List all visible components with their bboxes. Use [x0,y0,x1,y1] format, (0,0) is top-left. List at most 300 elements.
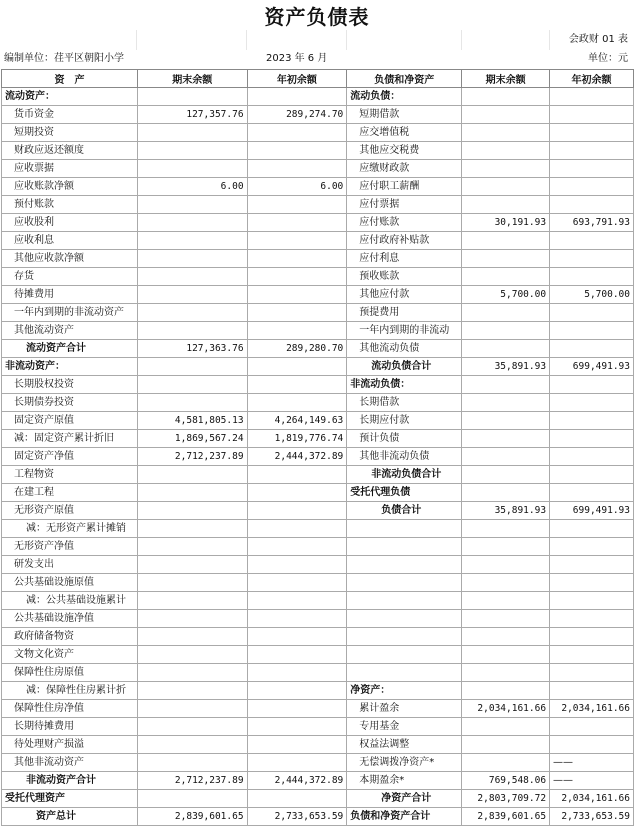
asset-item: 存货 [2,268,138,286]
asset-begin-balance [247,88,347,106]
liability-begin-balance: 693,791.93 [550,214,634,232]
liability-end-balance [462,88,550,106]
liability-item: 净资产合计 [347,790,462,808]
asset-begin-balance [247,718,347,736]
liability-item: 非流动负债合计 [347,466,462,484]
table-row [2,250,634,268]
table-row [2,772,634,790]
liability-end-balance [462,160,550,178]
table-row [2,628,634,646]
asset-end-balance [137,520,247,538]
asset-item: 固定资产原值 [2,412,138,430]
liability-item: 一年内到期的非流动 [347,322,462,340]
asset-end-balance [137,250,247,268]
asset-begin-balance: 1,819,776.74 [247,430,347,448]
asset-end-balance: 127,357.76 [137,106,247,124]
table-row [2,754,634,772]
liability-end-balance [462,448,550,466]
liability-begin-balance [550,196,634,214]
table-row [2,556,634,574]
liability-item: 应付票据 [347,196,462,214]
asset-item: 无形资产净值 [2,538,138,556]
liability-item [347,520,462,538]
asset-item: 应收账款净额 [2,178,138,196]
form-code: 会政财 01 表 [568,34,628,45]
liability-item: 权益法调整 [347,736,462,754]
table-row [2,376,634,394]
liability-end-balance [462,142,550,160]
asset-begin-balance [247,520,347,538]
asset-end-balance [137,124,247,142]
table-row [2,322,634,340]
asset-begin-balance: 2,444,372.89 [247,448,347,466]
liability-end-balance: 769,548.06 [462,772,550,790]
liability-item: 应付账款 [347,214,462,232]
asset-begin-balance [247,142,347,160]
asset-begin-balance [247,664,347,682]
asset-end-balance [137,214,247,232]
asset-begin-balance [247,394,347,412]
liability-item: 无偿调拨净资产* [347,754,462,772]
header-asset-end-balance: 期末余额 [137,70,247,88]
liability-end-balance: 2,839,601.65 [462,808,550,826]
liability-begin-balance [550,106,634,124]
asset-begin-balance [247,574,347,592]
liability-begin-balance: 2,034,161.66 [550,790,634,808]
asset-item: 减：固定资产累计折旧 [2,430,138,448]
asset-end-balance: 2,712,237.89 [137,772,247,790]
grid-line [461,30,462,50]
table-row [2,646,634,664]
liability-item: 其他非流动负债 [347,448,462,466]
table-row [2,736,634,754]
asset-item: 应收利息 [2,232,138,250]
asset-item: 保障性住房原值 [2,664,138,682]
table-row [2,808,634,826]
liability-end-balance [462,646,550,664]
asset-begin-balance: 4,264,149.63 [247,412,347,430]
liability-end-balance [462,538,550,556]
asset-item: 一年内到期的非流动资产 [2,304,138,322]
asset-item: 公共基础设施原值 [2,574,138,592]
asset-begin-balance [247,268,347,286]
asset-item: 长期股权投资 [2,376,138,394]
liability-begin-balance [550,304,634,322]
asset-end-balance [137,700,247,718]
asset-end-balance: 6.00 [137,178,247,196]
liability-end-balance: 2,034,161.66 [462,700,550,718]
table-row [2,700,634,718]
asset-end-balance [137,628,247,646]
asset-item: 其他流动资产 [2,322,138,340]
liability-end-balance [462,520,550,538]
asset-end-balance [137,610,247,628]
liability-item: 应缴财政款 [347,160,462,178]
asset-item: 减：保障性住房累计折 [2,682,138,700]
liability-begin-balance [550,142,634,160]
liability-item [347,628,462,646]
asset-begin-balance [247,556,347,574]
table-row [2,160,634,178]
liability-end-balance: 35,891.93 [462,358,550,376]
table-row [2,106,634,124]
asset-begin-balance [247,502,347,520]
header-liabilities-equity: 负债和净资产 [347,70,462,88]
grid-line [549,30,550,50]
asset-begin-balance [247,628,347,646]
asset-end-balance [137,718,247,736]
liability-end-balance: 2,803,709.72 [462,790,550,808]
table-row [2,682,634,700]
header-assets: 资 产 [2,70,138,88]
asset-item: 待处理财产损溢 [2,736,138,754]
asset-end-balance [137,646,247,664]
asset-begin-balance [247,232,347,250]
asset-begin-balance [247,700,347,718]
liability-begin-balance [550,268,634,286]
liability-end-balance [462,376,550,394]
liability-begin-balance [550,88,634,106]
liability-end-balance [462,556,550,574]
asset-item: 其他应收款净额 [2,250,138,268]
liability-item: 预提费用 [347,304,462,322]
liability-item: 预收账款 [347,268,462,286]
liability-end-balance: 30,191.93 [462,214,550,232]
table-row [2,304,634,322]
asset-begin-balance [247,646,347,664]
liability-begin-balance [550,574,634,592]
liability-begin-balance [550,376,634,394]
liability-begin-balance: 2,034,161.66 [550,700,634,718]
asset-item: 财政应返还额度 [2,142,138,160]
asset-begin-balance [247,358,347,376]
table-row [2,88,634,106]
asset-end-balance [137,304,247,322]
table-row [2,412,634,430]
liability-item: 专用基金 [347,718,462,736]
table-row [2,448,634,466]
liability-begin-balance [550,448,634,466]
asset-begin-balance: 2,733,653.59 [247,808,347,826]
liability-item: 累计盈余 [347,700,462,718]
liability-end-balance [462,250,550,268]
liability-item: 负债和净资产合计 [347,808,462,826]
liability-begin-balance [550,484,634,502]
liability-end-balance [462,268,550,286]
header-liab-end-balance: 期末余额 [462,70,550,88]
table-row [2,340,634,358]
asset-end-balance [137,484,247,502]
liability-end-balance [462,430,550,448]
liability-begin-balance [550,430,634,448]
liability-end-balance [462,664,550,682]
liability-begin-balance [550,664,634,682]
liability-item [347,556,462,574]
liability-end-balance [462,484,550,502]
asset-end-balance [137,322,247,340]
liability-item: 短期借款 [347,106,462,124]
asset-begin-balance [247,250,347,268]
table-row [2,124,634,142]
liability-item: 受托代理负债 [347,484,462,502]
currency-unit: 单位：元 [588,53,628,64]
asset-end-balance [137,232,247,250]
preparer-unit: 编制单位：荏平区朝阳小学 [4,53,124,64]
liability-item: 其他应交税费 [347,142,462,160]
asset-begin-balance [247,214,347,232]
liability-item: 其他流动负债 [347,340,462,358]
asset-end-balance [137,664,247,682]
asset-begin-balance [247,790,347,808]
liability-end-balance [462,754,550,772]
table-row [2,232,634,250]
liability-item: 长期借款 [347,394,462,412]
asset-end-balance [137,754,247,772]
liability-begin-balance [550,466,634,484]
table-row [2,286,634,304]
table-row [2,484,634,502]
grid-line [136,30,137,50]
asset-item: 工程物资 [2,466,138,484]
asset-end-balance [137,394,247,412]
asset-end-balance [137,286,247,304]
balance-sheet-table [1,69,634,826]
asset-item: 减：无形资产累计摊销 [2,520,138,538]
liability-begin-balance [550,322,634,340]
asset-begin-balance [247,754,347,772]
asset-begin-balance [247,682,347,700]
liability-begin-balance [550,178,634,196]
asset-begin-balance [247,466,347,484]
table-row [2,790,634,808]
liability-end-balance [462,394,550,412]
liability-begin-balance [550,556,634,574]
table-row [2,610,634,628]
asset-item: 预付账款 [2,196,138,214]
asset-item: 文物文化资产 [2,646,138,664]
grid-line [246,30,247,50]
liability-item [347,610,462,628]
asset-begin-balance [247,592,347,610]
asset-end-balance [137,196,247,214]
liability-item: 非流动负债： [347,376,462,394]
asset-end-balance [137,358,247,376]
liability-begin-balance [550,340,634,358]
asset-begin-balance [247,196,347,214]
asset-begin-balance: 289,280.70 [247,340,347,358]
liability-item: 应付政府补贴款 [347,232,462,250]
asset-item: 研发支出 [2,556,138,574]
asset-begin-balance [247,376,347,394]
asset-end-balance [137,682,247,700]
liability-begin-balance: 2,733,653.59 [550,808,634,826]
liability-begin-balance: —— [550,754,634,772]
liability-begin-balance [550,682,634,700]
liability-end-balance [462,466,550,484]
asset-end-balance [137,592,247,610]
asset-item: 非流动资产合计 [2,772,138,790]
liability-begin-balance [550,232,634,250]
asset-begin-balance [247,304,347,322]
liability-end-balance [462,178,550,196]
liability-end-balance: 5,700.00 [462,286,550,304]
liability-item: 流动负债合计 [347,358,462,376]
liability-end-balance: 35,891.93 [462,502,550,520]
table-row [2,466,634,484]
liability-item: 本期盈余* [347,772,462,790]
asset-end-balance [137,142,247,160]
asset-item: 货币资金 [2,106,138,124]
liability-begin-balance [550,250,634,268]
table-row [2,592,634,610]
liability-item [347,646,462,664]
liability-end-balance [462,340,550,358]
asset-item: 流动资产合计 [2,340,138,358]
asset-end-balance: 2,839,601.65 [137,808,247,826]
asset-item: 无形资产原值 [2,502,138,520]
asset-item: 流动资产： [2,88,138,106]
table-row [2,574,634,592]
asset-begin-balance: 289,274.70 [247,106,347,124]
table-row [2,268,634,286]
asset-end-balance: 4,581,805.13 [137,412,247,430]
liability-item [347,538,462,556]
liability-item: 流动负债： [347,88,462,106]
liability-end-balance [462,682,550,700]
liability-begin-balance [550,592,634,610]
asset-end-balance: 1,869,567.24 [137,430,247,448]
asset-item: 长期债券投资 [2,394,138,412]
asset-item: 短期投资 [2,124,138,142]
asset-item: 资产总计 [2,808,138,826]
asset-end-balance [137,502,247,520]
liability-end-balance [462,736,550,754]
asset-item: 公共基础设施净值 [2,610,138,628]
table-row [2,520,634,538]
table-row [2,142,634,160]
liability-end-balance [462,610,550,628]
asset-end-balance [137,736,247,754]
liability-begin-balance: 699,491.93 [550,358,634,376]
asset-end-balance [137,556,247,574]
asset-item: 政府储备物资 [2,628,138,646]
liability-begin-balance [550,610,634,628]
liability-begin-balance [550,736,634,754]
liability-end-balance [462,304,550,322]
asset-begin-balance: 2,444,372.89 [247,772,347,790]
liability-begin-balance [550,628,634,646]
table-row [2,430,634,448]
asset-end-balance [137,790,247,808]
asset-item: 待摊费用 [2,286,138,304]
asset-item: 在建工程 [2,484,138,502]
asset-end-balance [137,268,247,286]
asset-begin-balance [247,736,347,754]
report-period: 2023 年 6 月 [266,53,328,64]
liability-end-balance [462,124,550,142]
asset-item: 应收股利 [2,214,138,232]
asset-begin-balance [247,484,347,502]
asset-begin-balance: 6.00 [247,178,347,196]
liability-begin-balance [550,394,634,412]
asset-item: 长期待摊费用 [2,718,138,736]
liability-end-balance [462,322,550,340]
report-title: 资产负债表 [264,5,370,29]
asset-end-balance [137,376,247,394]
asset-item: 非流动资产： [2,358,138,376]
liability-item: 负债合计 [347,502,462,520]
table-row [2,358,634,376]
table-row [2,664,634,682]
asset-end-balance [137,574,247,592]
liability-end-balance [462,628,550,646]
header-liab-begin-balance: 年初余额 [550,70,634,88]
grid-line [346,30,347,50]
liability-item [347,592,462,610]
liability-begin-balance [550,718,634,736]
table-row [2,718,634,736]
liability-end-balance [462,196,550,214]
liability-item: 长期应付款 [347,412,462,430]
liability-begin-balance: —— [550,772,634,790]
asset-end-balance: 2,712,237.89 [137,448,247,466]
asset-item: 受托代理资产 [2,790,138,808]
table-row [2,394,634,412]
asset-item: 应收票据 [2,160,138,178]
asset-end-balance [137,538,247,556]
liability-end-balance [462,574,550,592]
liability-begin-balance [550,124,634,142]
asset-begin-balance [247,124,347,142]
liability-end-balance [462,718,550,736]
asset-end-balance [137,160,247,178]
liability-begin-balance [550,412,634,430]
asset-begin-balance [247,538,347,556]
asset-item: 保障性住房净值 [2,700,138,718]
liability-item: 其他应付款 [347,286,462,304]
liability-begin-balance: 699,491.93 [550,502,634,520]
table-row [2,502,634,520]
liability-begin-balance [550,646,634,664]
asset-item: 固定资产净值 [2,448,138,466]
liability-end-balance [462,592,550,610]
liability-end-balance [462,106,550,124]
liability-begin-balance [550,520,634,538]
asset-begin-balance [247,160,347,178]
table-row [2,214,634,232]
liability-begin-balance: 5,700.00 [550,286,634,304]
asset-end-balance [137,466,247,484]
asset-begin-balance [247,610,347,628]
table-row [2,178,634,196]
table-row [2,538,634,556]
asset-end-balance: 127,363.76 [137,340,247,358]
liability-begin-balance [550,160,634,178]
table-row [2,196,634,214]
asset-begin-balance [247,322,347,340]
liability-item: 净资产： [347,682,462,700]
liability-item [347,664,462,682]
table-header-row [2,70,634,88]
asset-end-balance [137,88,247,106]
asset-item: 其他非流动资产 [2,754,138,772]
liability-end-balance [462,232,550,250]
liability-item: 预计负债 [347,430,462,448]
liability-item: 应付职工薪酬 [347,178,462,196]
liability-item: 应付利息 [347,250,462,268]
header-asset-begin-balance: 年初余额 [247,70,347,88]
liability-item: 应交增值税 [347,124,462,142]
